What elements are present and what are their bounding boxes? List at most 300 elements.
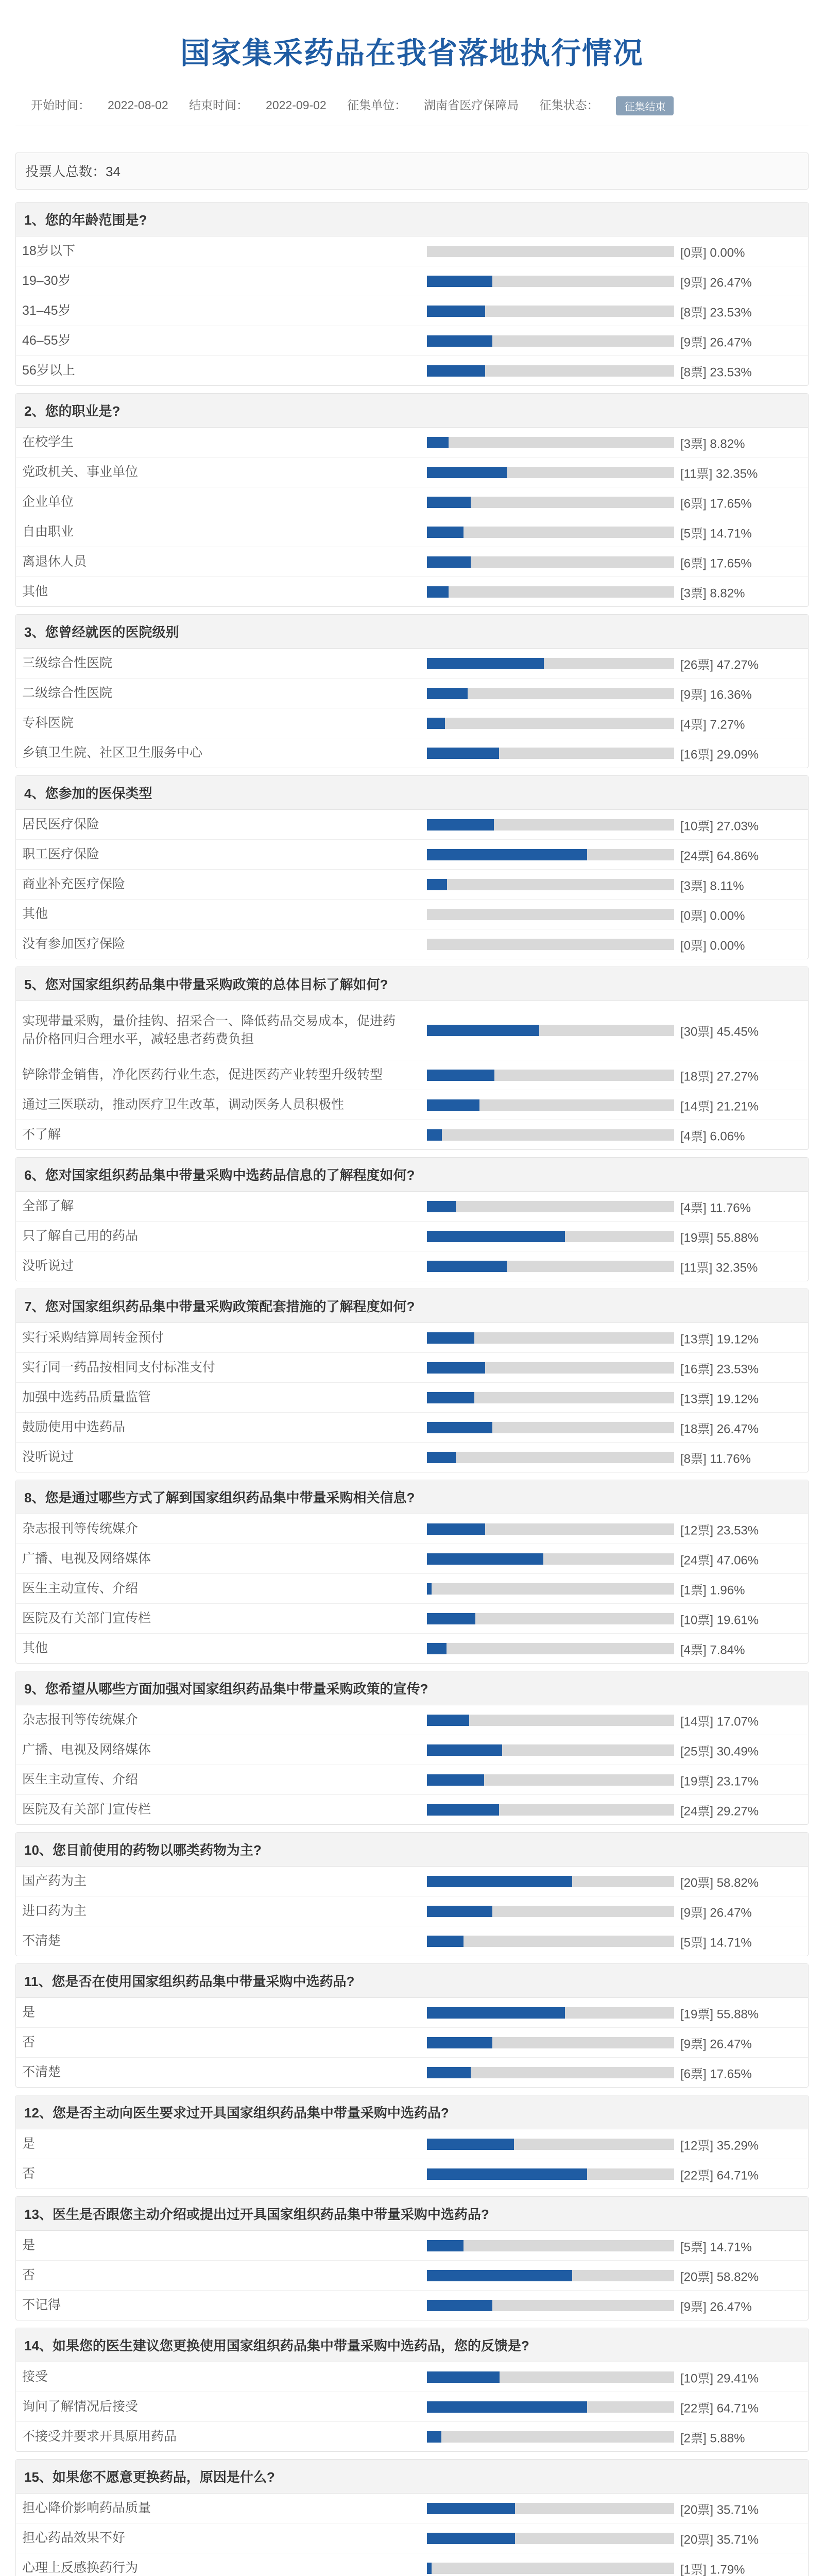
option-row [16,1443,808,1472]
vote-bar-fill [427,1392,474,1403]
vote-percent: 64.71% [716,2401,759,2415]
option-label: 实行采购结算周转金预付 [22,1330,164,1345]
vote-count [680,1227,759,1245]
option-row [16,1926,808,1956]
option-label: 乡镇卫生院、社区卫生服务中心 [22,745,203,760]
vote-bar-track [427,246,674,257]
vote-count [680,684,752,702]
option-row [16,1574,808,1604]
vote-percent: 27.03% [716,819,759,833]
question-title: 4、您参加的医保类型 [16,776,808,810]
option-row [16,708,808,738]
vote-bar-fill [427,1715,469,1726]
vote-percent: 32.35% [715,467,758,481]
vote-count-number: [8票] [680,365,707,379]
vote-percent: 30.49% [716,1744,759,1758]
vote-bar-fill [427,1553,543,1565]
option-label: 31–45岁 [22,303,71,318]
option-label: 只了解自己用的药品 [22,1229,139,1243]
vote-percent: 64.86% [716,849,759,863]
option-label: 专科医院 [22,716,74,730]
option-row [16,840,808,870]
vote-percent: 23.53% [716,1523,759,1537]
option-row [16,2392,808,2422]
question-block [15,1963,809,2088]
vote-bar-track [427,1936,674,1947]
option-row [16,1192,808,1222]
vote-count [680,1388,759,1406]
vote-bar-fill [427,2431,441,2443]
question-list [15,202,809,2576]
vote-count [680,1066,759,1084]
option-row [16,1514,808,1544]
vote-bar-track [427,2240,674,2251]
option-row [16,1090,808,1120]
vote-count [680,1550,759,1568]
start-time-label: 开始时间： [31,98,90,112]
vote-bar-fill [427,335,492,347]
question-block [15,2095,809,2189]
option-label: 担心药品效果不好 [22,2531,126,2545]
option-row [16,738,808,768]
vote-percent: 26.47% [716,1422,759,1436]
option-row [16,428,808,457]
vote-count-number: [30票] [680,1025,714,1039]
vote-percent: 64.71% [716,2168,759,2182]
vote-count-number: [4票] [680,1129,707,1143]
vote-percent: 14.71% [710,527,752,540]
vote-count-number: [10票] [680,1613,714,1627]
vote-bar-fill [427,718,445,729]
option-row [16,1353,808,1383]
vote-count [680,1096,759,1114]
vote-bar-track [427,1553,674,1565]
vote-bar-track [427,1099,674,1111]
option-row [16,1867,808,1896]
vote-bar-track [427,2431,674,2443]
vote-bar-fill [427,879,447,890]
vote-bar-fill [427,365,485,377]
vote-bar-fill [427,2270,572,2281]
option-row [16,2523,808,2553]
vote-count [680,433,745,451]
vote-bar-track [427,335,674,347]
option-label: 不记得 [22,2298,61,2312]
status-label: 征集状态： [539,98,599,112]
option-row [16,356,808,385]
option-label: 医院及有关部门宣传栏 [22,1802,151,1817]
option-row [16,1060,808,1090]
organizer-label: 征集单位： [347,98,407,112]
option-row [16,1251,808,1281]
vote-bar-track [427,939,674,950]
vote-count-number: [14票] [680,1099,714,1113]
vote-bar-fill [427,2563,432,2574]
vote-bar-fill [427,1332,474,1344]
vote-percent: 26.47% [710,1906,752,1920]
option-row [16,266,808,296]
question-title: 12、您是否主动向医生要求过开具国家组织药品集中带量采购中选药品? [16,2095,808,2129]
vote-count-number: [6票] [680,2067,707,2081]
option-row [16,1634,808,1663]
question-block [15,967,809,1150]
vote-percent: 19.12% [716,1332,759,1346]
vote-count-number: [5票] [680,2240,707,2254]
vote-count-number: [0票] [680,909,707,923]
vote-percent: 11.76% [710,1452,751,1466]
vote-bar-fill [427,2533,515,2544]
vote-count-number: [11票] [680,467,713,481]
vote-bar-track [427,365,674,377]
vote-bar-fill [427,2168,587,2180]
option-label: 医生主动宣传、介绍 [22,1772,139,1787]
vote-count-number: [9票] [680,335,707,349]
vote-bar-track [427,1613,674,1624]
vote-count-number: [9票] [680,2300,707,2314]
vote-bar-fill [427,467,507,478]
vote-bar-track [427,2139,674,2150]
vote-bar-fill [427,2240,464,2251]
question-block [15,2459,809,2576]
vote-count [680,905,745,923]
vote-bar-track [427,1583,674,1595]
vote-percent: 8.82% [710,437,745,451]
option-row [16,1383,808,1413]
vote-percent: 0.00% [710,246,745,260]
end-time [189,98,327,112]
vote-count-number: [4票] [680,718,707,732]
vote-count [680,1639,745,1657]
vote-count-number: [20票] [680,2533,714,2547]
question-title: 10、您目前使用的药物以哪类药物为主? [16,1833,808,1867]
vote-count [680,1580,745,1598]
vote-count [680,2033,752,2052]
vote-count [680,272,752,290]
option-row [16,517,808,547]
vote-bar-fill [427,1744,502,1756]
vote-bar-fill [427,2401,587,2413]
vote-count [680,2398,759,2416]
option-row [16,457,808,487]
vote-count-number: [24票] [680,849,714,863]
vote-percent: 7.27% [710,718,745,732]
vote-bar-fill [427,497,471,508]
option-label: 国产药为主 [22,1874,87,1888]
vote-percent: 8.11% [710,879,744,893]
vote-count [680,332,752,350]
option-label: 没有参加医疗保险 [22,937,126,951]
vote-bar-fill [427,1025,539,1036]
vote-count-number: [10票] [680,2371,714,2385]
vote-count [680,1197,751,1215]
option-label: 不了解 [22,1127,61,1142]
option-label: 商业补充医疗保险 [22,877,126,891]
vote-count-number: [8票] [680,306,707,319]
vote-bar-track [427,1422,674,1433]
option-row [16,2422,808,2451]
option-row [16,487,808,517]
vote-count-number: [14票] [680,1715,714,1728]
vote-percent: 47.06% [716,1553,759,1567]
vote-percent: 35.29% [716,2139,759,2153]
option-label: 党政机关、事业单位 [22,465,139,479]
vote-bar-fill [427,2067,471,2078]
vote-count [680,1932,752,1950]
vote-count-number: [1票] [680,1583,707,1597]
option-label: 自由职业 [22,524,74,539]
vote-count [680,302,752,320]
vote-count [680,1126,745,1144]
option-row [16,2159,808,2189]
vote-count [680,935,745,953]
vote-count [680,2428,745,2446]
vote-percent: 58.82% [716,1876,759,1890]
vote-bar-track [427,437,674,448]
vote-bar-fill [427,2503,515,2514]
vote-bar-track [427,1715,674,1726]
vote-count [680,744,759,762]
question-title: 14、如果您的医生建议您更换使用国家组织药品集中带量采购中选药品，您的反馈是? [16,2328,808,2362]
option-row [16,2129,808,2159]
option-label: 鼓励使用中选药品 [22,1420,126,1434]
vote-bar-track [427,1362,674,1374]
vote-count [680,1418,759,1436]
vote-percent: 26.47% [710,2037,752,2051]
option-label: 企业单位 [22,495,74,509]
vote-count-number: [1票] [680,2563,707,2576]
option-label: 其他 [22,907,48,921]
vote-bar-fill [427,2300,492,2311]
vote-count [680,523,752,541]
option-row [16,1222,808,1251]
vote-bar-fill [427,1422,492,1433]
vote-bar-track [427,1332,674,1344]
option-row [16,1604,808,1634]
vote-count [680,2559,745,2576]
vote-bar-track [427,1201,674,1212]
vote-percent: 29.41% [716,2371,759,2385]
option-label: 职工医疗保险 [22,847,100,861]
vote-bar-track [427,2007,674,2019]
vote-bar-track [427,1025,674,1036]
option-label: 不接受并要求开具原用药品 [22,2429,177,2444]
vote-bar-track [427,748,674,759]
vote-count [680,2296,752,2314]
vote-bar-fill [427,1876,572,1887]
option-label: 广播、电视及网络媒体 [22,1742,151,1757]
vote-percent: 21.21% [716,1099,759,1113]
vote-percent: 5.88% [710,2431,745,2445]
vote-percent: 26.47% [710,335,752,349]
option-label: 铲除带金销售，净化医药行业生态，促进医药产业转型升级转型 [22,1067,383,1082]
vote-bar-track [427,2270,674,2281]
vote-bar-track [427,2037,674,2048]
option-label: 其他 [22,584,48,599]
vote-count-number: [25票] [680,1744,714,1758]
vote-bar-track [427,2563,674,2574]
vote-percent: 47.27% [716,658,759,672]
vote-count-number: [13票] [680,1392,714,1406]
option-row [16,1120,808,1149]
vote-count-number: [9票] [680,688,707,702]
vote-bar-track [427,1261,674,1272]
vote-bar-track [427,1744,674,1756]
vote-count-number: [0票] [680,246,707,260]
option-label: 居民医疗保险 [22,817,100,832]
vote-count [680,2266,759,2284]
vote-count [680,1257,758,1275]
start-time-value: 2022-08-02 [108,98,168,112]
option-row [16,679,808,708]
vote-bar-track [427,2067,674,2078]
question-block [15,775,809,959]
option-label: 实行同一药品按相同支付标准支付 [22,1360,216,1375]
vote-count [680,1711,759,1729]
question-title: 8、您是通过哪些方式了解到国家组织药品集中带量采购相关信息? [16,1480,808,1514]
vote-percent: 26.47% [710,2300,752,2314]
option-label: 杂志报刊等传统媒介 [22,1713,139,1727]
option-label: 医院及有关部门宣传栏 [22,1611,151,1625]
option-row [16,1001,808,1060]
organizer [347,98,519,112]
vote-bar-track [427,586,674,598]
option-label: 是 [22,2238,36,2252]
vote-bar-track [427,276,674,287]
vote-count [680,845,759,863]
vote-bar-fill [427,819,494,831]
vote-bar-fill [427,1643,447,1654]
end-time-value: 2022-09-02 [266,98,327,112]
vote-percent: 23.53% [716,1362,759,1376]
option-label: 没听说过 [22,1450,74,1464]
vote-count [680,1520,759,1538]
option-row [16,1735,808,1765]
option-label: 加强中选药品质量监管 [22,1390,151,1404]
vote-percent: 32.35% [715,1261,758,1275]
vote-count-number: [19票] [680,1774,714,1788]
option-label: 广播、电视及网络媒体 [22,1551,151,1566]
vote-bar-fill [427,1804,499,1816]
option-label: 担心降价影响药品质量 [22,2501,151,2515]
option-label: 离退休人员 [22,554,87,569]
vote-count-number: [18票] [680,1070,714,1083]
vote-bar-track [427,1643,674,1654]
vote-bar-fill [427,1362,485,1374]
option-row [16,547,808,577]
vote-percent: 6.06% [710,1129,745,1143]
option-row [16,1998,808,2028]
option-label: 进口药为主 [22,1904,87,1918]
vote-count-number: [22票] [680,2401,714,2415]
vote-count [680,816,759,834]
vote-count-number: [16票] [680,748,714,761]
option-label: 心理上反感换药行为 [22,2561,139,2575]
vote-bar-fill [427,1099,479,1111]
vote-bar-track [427,1129,674,1141]
vote-bar-track [427,909,674,920]
option-label: 是 [22,2005,36,2020]
vote-count [680,1741,759,1759]
vote-bar-fill [427,688,468,699]
vote-count-number: [16票] [680,1362,714,1376]
option-row [16,810,808,840]
question-title: 6、您对国家组织药品集中带量采购中选药品信息的了解程度如何? [16,1158,808,1192]
vote-percent: 27.27% [716,1070,759,1083]
vote-count [680,583,745,601]
vote-bar-fill [427,527,464,538]
option-row [16,929,808,959]
vote-count [680,2063,752,2081]
vote-count [680,2236,752,2255]
vote-percent: 19.12% [716,1392,759,1406]
option-row [16,1323,808,1353]
vote-percent: 0.00% [710,939,745,953]
vote-bar-fill [427,2139,514,2150]
question-title: 7、您对国家组织药品集中带量采购政策配套措施的了解程度如何? [16,1289,808,1323]
vote-percent: 1.96% [710,1583,745,1597]
vote-bar-fill [427,1774,484,1786]
vote-bar-fill [427,2007,565,2019]
option-label: 医生主动宣传、介绍 [22,1581,139,1596]
vote-count-number: [22票] [680,2168,714,2182]
status [539,98,691,112]
option-label: 二级综合性医院 [22,686,113,700]
vote-count [680,1609,759,1628]
vote-count [680,553,752,571]
option-row [16,1795,808,1824]
vote-count [680,1902,752,1920]
vote-count [680,2529,759,2547]
vote-percent: 55.88% [716,2007,759,2021]
vote-count-number: [5票] [680,1936,707,1950]
option-row [16,2291,808,2320]
vote-percent: 14.71% [710,1936,752,1950]
option-row [16,1413,808,1443]
vote-bar-track [427,1804,674,1816]
vote-count-number: [0票] [680,939,707,953]
vote-bar-fill [427,2037,492,2048]
option-label: 其他 [22,1641,48,1655]
vote-count [680,1872,759,1890]
question-block [15,2196,809,2320]
option-label: 46–55岁 [22,333,71,348]
vote-count-number: [20票] [680,2503,714,2517]
vote-count-number: [12票] [680,2139,714,2153]
question-block [15,1480,809,1664]
vote-count-number: [11票] [680,1261,713,1275]
vote-bar-fill [427,276,492,287]
vote-bar-fill [427,849,587,860]
option-row [16,1544,808,1574]
vote-bar-fill [427,306,485,317]
vote-count [680,1359,759,1377]
option-row [16,2261,808,2291]
question-block [15,1671,809,1825]
option-row [16,2231,808,2261]
vote-percent: 23.53% [710,365,752,379]
vote-bar-track [427,556,674,568]
question-block [15,1832,809,1956]
vote-percent: 17.65% [710,2067,752,2081]
vote-bar-track [427,2371,674,2383]
vote-percent: 23.17% [716,1774,759,1788]
vote-count-number: [19票] [680,1231,714,1245]
vote-count [680,463,758,481]
vote-bar-track [427,879,674,890]
vote-bar-track [427,1906,674,1917]
vote-bar-track [427,2300,674,2311]
vote-percent: 35.71% [716,2503,759,2517]
